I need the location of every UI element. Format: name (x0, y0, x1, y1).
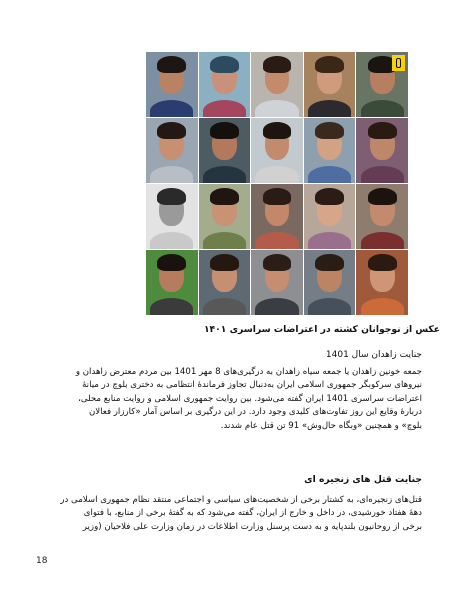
portrait-shoulders (203, 298, 246, 315)
portrait-shoulders (308, 232, 351, 249)
portrait-photo (199, 118, 251, 183)
portrait-photo (251, 250, 303, 315)
portrait-photo (356, 52, 408, 117)
portrait-shoulders (150, 298, 193, 315)
portrait-photo (146, 184, 198, 249)
portrait-photo (356, 118, 408, 183)
portrait-hair (263, 122, 292, 139)
portrait-shoulders (308, 166, 351, 183)
portrait-photo (251, 52, 303, 117)
portrait-hair (315, 254, 344, 271)
portrait-shoulders (203, 166, 246, 183)
candle-logo-icon (392, 55, 405, 71)
photo-caption: عکس از نوجوانان کشته در اعتراضات سراسری ۱۴۰۱ (203, 324, 440, 335)
portrait-hair (368, 188, 397, 205)
portrait-hair (157, 254, 186, 271)
portrait-hair (315, 56, 344, 73)
portrait-photo (199, 184, 251, 249)
portrait-photo (199, 250, 251, 315)
section-zahedan-paragraph (42, 366, 422, 433)
portrait-photo (356, 184, 408, 249)
portrait-shoulders (150, 232, 193, 249)
portrait-hair (210, 188, 239, 205)
portrait-photo (146, 52, 198, 117)
portrait-shoulders (255, 232, 298, 249)
portrait-shoulders (203, 232, 246, 249)
paragraph-line: دربارهٔ وقایع این روز تفاوت‌های کلیدی وجود دارد. در این درگیری بر اساس آمار «کارزار فعالان (88, 407, 422, 418)
portrait-hair (210, 56, 239, 73)
portrait-shoulders (361, 232, 404, 249)
paragraph-line: برخی از روحانیون بلندپایه و به دست پرسنل وزارت اطلاعات در زمان وزارت علی فلاحیان (وزیر (82, 521, 422, 532)
portrait-hair (157, 122, 186, 139)
portrait-shoulders (308, 298, 351, 315)
paragraph-line: جمعه خونین زاهدان یا جمعه سیاه زاهدان به درگیری‌های 8 مهر 1401 بین مردم معترض زاهدان و (75, 367, 422, 377)
portrait-shoulders (150, 166, 193, 183)
paragraph-line: اعتراضات سراسری 1401 ایران گفته می‌شود. بین روایت جمهوری اسلامی و روایت منابع محلی، (78, 393, 422, 404)
portrait-hair (315, 122, 344, 139)
portrait-hair (315, 188, 344, 205)
section-zahedan-title: جنایت زاهدان سال 1401 (325, 350, 422, 360)
portrait-shoulders (361, 298, 404, 315)
photo-collage (146, 52, 408, 315)
portrait-photo (146, 118, 198, 183)
portrait-photo (146, 250, 198, 315)
portrait-hair (157, 56, 186, 73)
page-number: 18 (36, 556, 48, 566)
portrait-shoulders (203, 100, 246, 117)
portrait-hair (263, 56, 292, 73)
paragraph-line: بلوچ» و همچنین «وبگاه حال‌وش» 91 تن قتل عام شدند. (220, 420, 422, 431)
portrait-shoulders (361, 166, 404, 183)
portrait-hair (368, 254, 397, 271)
portrait-hair (263, 254, 292, 271)
portrait-hair (210, 122, 239, 139)
portrait-shoulders (361, 100, 404, 117)
portrait-shoulders (255, 166, 298, 183)
portrait-photo (199, 52, 251, 117)
portrait-photo (251, 184, 303, 249)
paragraph-line: دههٔ هفتاد خورشیدی، در داخل و خارج از ایران، گفته می‌شود که به گفتهٔ برخی از منابع، با فتوای (83, 508, 422, 519)
section-chain-murders-heading: جنایت قتل های زنجیره ای (304, 474, 422, 485)
portrait-shoulders (255, 100, 298, 117)
portrait-photo (304, 250, 356, 315)
portrait-hair (263, 188, 292, 205)
portrait-photo (304, 52, 356, 117)
portrait-shoulders (308, 100, 351, 117)
section-chain-murders-paragraph (42, 494, 422, 534)
portrait-photo (304, 184, 356, 249)
paragraph-line: نیروهای سرکوبگر جمهوری اسلامی ایران به‌دنبال تجاوز فرماندهٔ انتظامی به دختری بلوچ در میانهٔ (82, 380, 422, 391)
portrait-shoulders (150, 100, 193, 117)
portrait-photo (251, 118, 303, 183)
portrait-hair (210, 254, 239, 271)
portrait-hair (157, 188, 186, 205)
portrait-photo (356, 250, 408, 315)
portrait-shoulders (255, 298, 298, 315)
portrait-hair (368, 122, 397, 139)
paragraph-line: قتل‌های زنجیره‌ای، به کشتار برخی از شخصیت‌های سیاسی و اجتماعی منتقد نظام جمهوری اسلامی در (60, 495, 422, 505)
portrait-photo (304, 118, 356, 183)
